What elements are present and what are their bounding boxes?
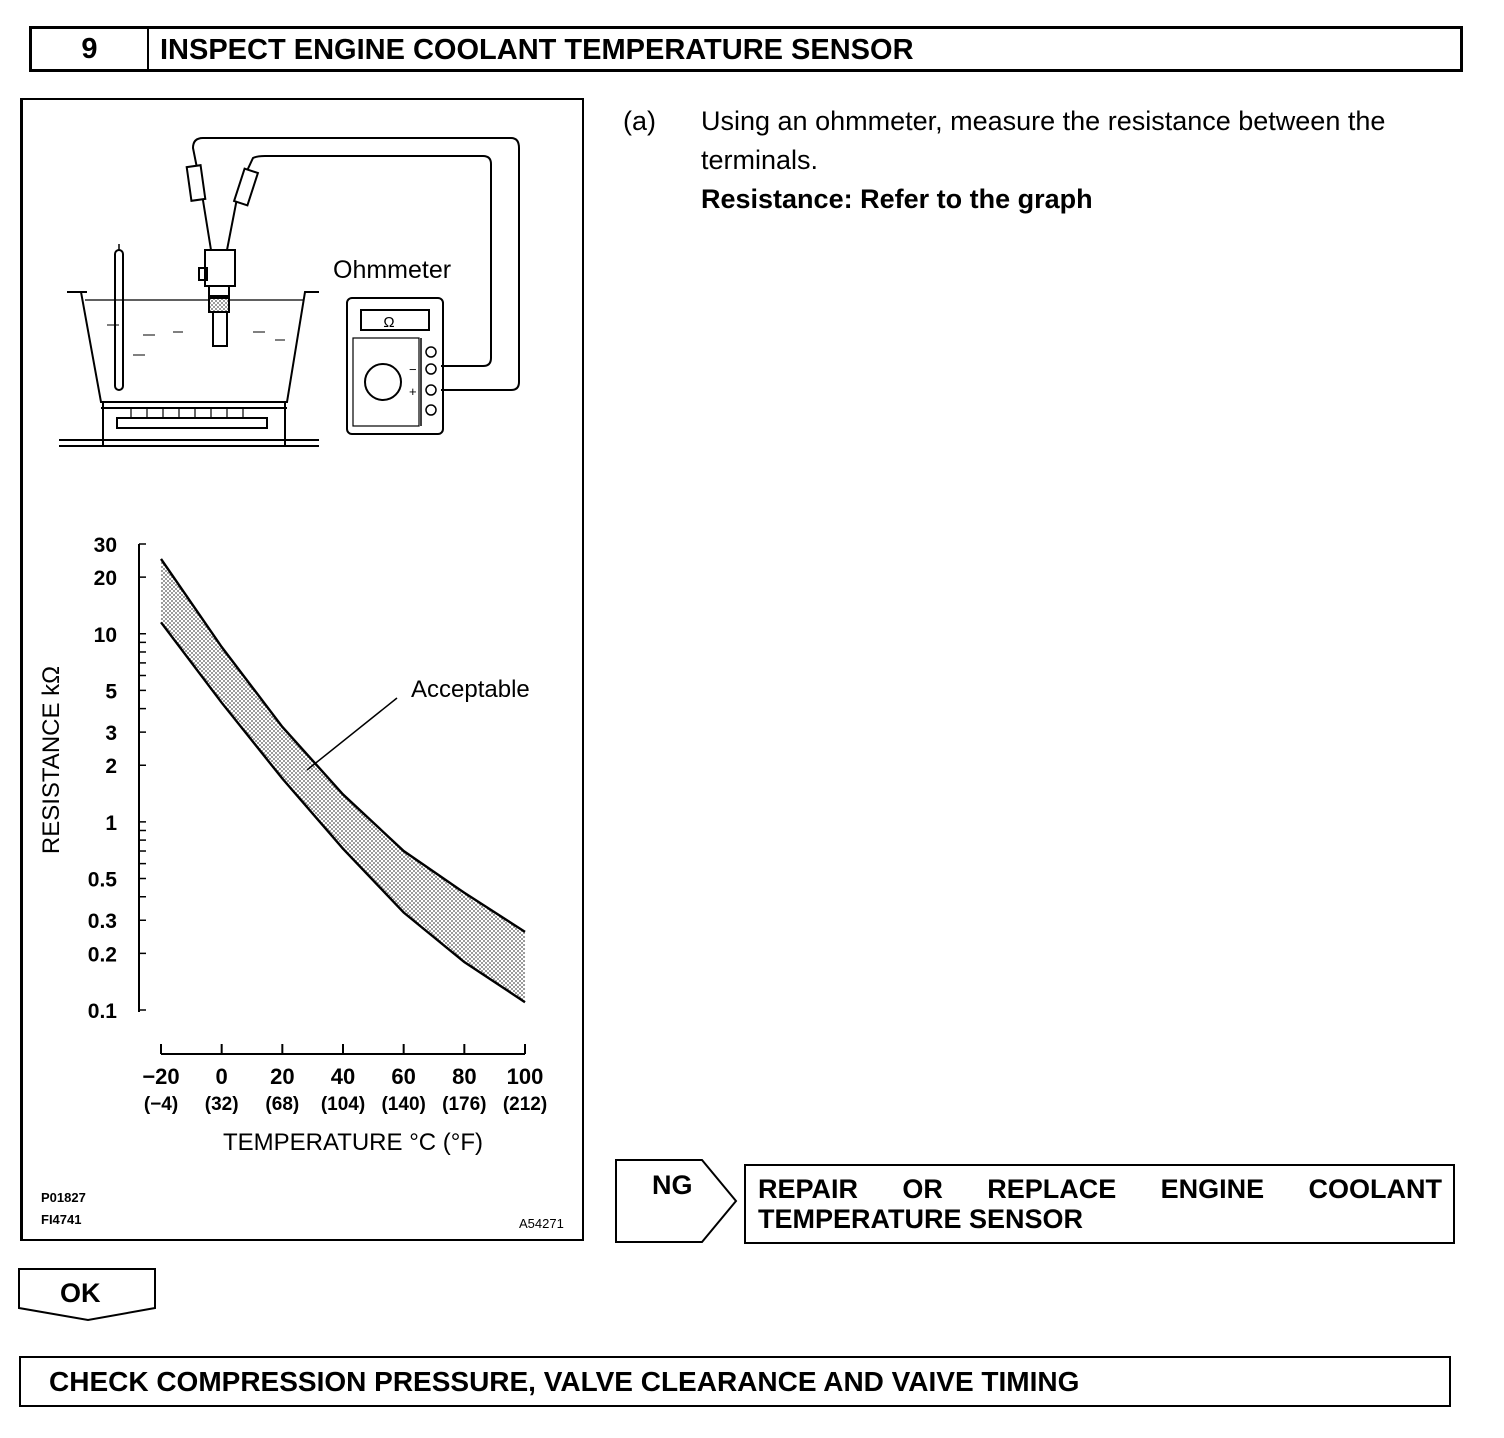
- x-tick-label-f: (32): [204, 1094, 239, 1115]
- step-title: INSPECT ENGINE COOLANT TEMPERATURE SENSOR: [160, 34, 914, 66]
- instruction-body: [701, 102, 1471, 219]
- y-tick-label: 0.2: [87, 943, 117, 967]
- ohmmeter-terminals: [421, 338, 436, 426]
- y-tick-label: 10: [93, 623, 117, 647]
- x-tick-label: 100: [506, 1064, 544, 1089]
- x-tick-label-f: (140): [381, 1094, 426, 1115]
- ohmmeter-dial: [365, 364, 401, 400]
- y-tick-label: 1: [105, 811, 117, 835]
- ng-action-box: [744, 1164, 1455, 1244]
- instruction-text: Using an ohmmeter, measure the resistance between the terminals.: [701, 106, 1386, 175]
- y-tick-label: 3: [105, 722, 117, 746]
- acceptable-annotation: Acceptable: [411, 676, 530, 703]
- y-tick-label: 0.3: [87, 910, 117, 934]
- ng-label: NG: [652, 1170, 693, 1200]
- x-tick-label-f: (212): [502, 1094, 548, 1115]
- figure-svg: [23, 100, 583, 1239]
- x-tick-label-f: (176): [442, 1094, 487, 1115]
- x-tick-label: 80: [452, 1064, 477, 1089]
- coolant-sensor: [199, 250, 235, 346]
- x-tick-label-f: (−4): [143, 1094, 179, 1115]
- x-tick-label-f: (68): [265, 1094, 300, 1115]
- plus-terminal-label: +: [409, 384, 417, 399]
- ohmmeter-label: Ohmmeter: [333, 256, 452, 284]
- x-tick-label: 60: [391, 1064, 416, 1089]
- minus-terminal-label: −: [409, 362, 417, 377]
- x-axis-label: TEMPERATURE °C (°F): [222, 1129, 484, 1156]
- y-tick-label: 20: [93, 567, 117, 591]
- next-step-box: [19, 1356, 1451, 1407]
- x-tick-label: 0: [215, 1064, 228, 1089]
- next-step-text: CHECK COMPRESSION PRESSURE, VALVE CLEARANCE AND VAIVE TIMING: [49, 1366, 1080, 1397]
- y-axis-label: RESISTANCE kΩ: [38, 665, 65, 855]
- step-number: 9: [32, 29, 149, 69]
- y-tick-label: 30: [93, 534, 117, 557]
- x-tick-label-f: (104): [320, 1094, 366, 1115]
- thermometer: [115, 250, 123, 390]
- y-tick-label: 2: [105, 755, 117, 779]
- y-tick-label: 0.1: [87, 1000, 117, 1023]
- ref-code-2: FI4741: [41, 1212, 82, 1227]
- band-upper-line: [161, 559, 525, 932]
- ok-label: OK: [60, 1278, 101, 1308]
- x-tick-label: 20: [270, 1064, 295, 1089]
- step-header: [29, 26, 1463, 72]
- x-tick-label: −20: [142, 1064, 180, 1089]
- resistance-chart: [38, 534, 547, 1156]
- water-lines: [107, 325, 285, 355]
- burner: [117, 418, 267, 428]
- figure-code: A54271: [519, 1216, 564, 1231]
- instruction-spec: Resistance: Refer to the graph: [701, 184, 1093, 214]
- instruction-label: (a): [623, 106, 656, 136]
- acceptable-band: [161, 559, 525, 1002]
- y-ticks: [88, 534, 146, 1023]
- sensor-test-illustration: [59, 138, 519, 446]
- water-container: [67, 292, 319, 402]
- y-tick-label: 0.5: [87, 868, 117, 892]
- ng-action-text: REPAIR OR REPLACE ENGINE COOLANT TEMPERATURE SENSOR: [758, 1174, 1442, 1234]
- ohm-symbol: Ω: [383, 314, 395, 331]
- y-tick-label: 5: [105, 680, 117, 704]
- figure-panel: [20, 98, 584, 1241]
- x-tick-label: 40: [330, 1064, 356, 1089]
- ref-code-1: P01827: [41, 1190, 86, 1205]
- annotation-leader: [307, 698, 397, 770]
